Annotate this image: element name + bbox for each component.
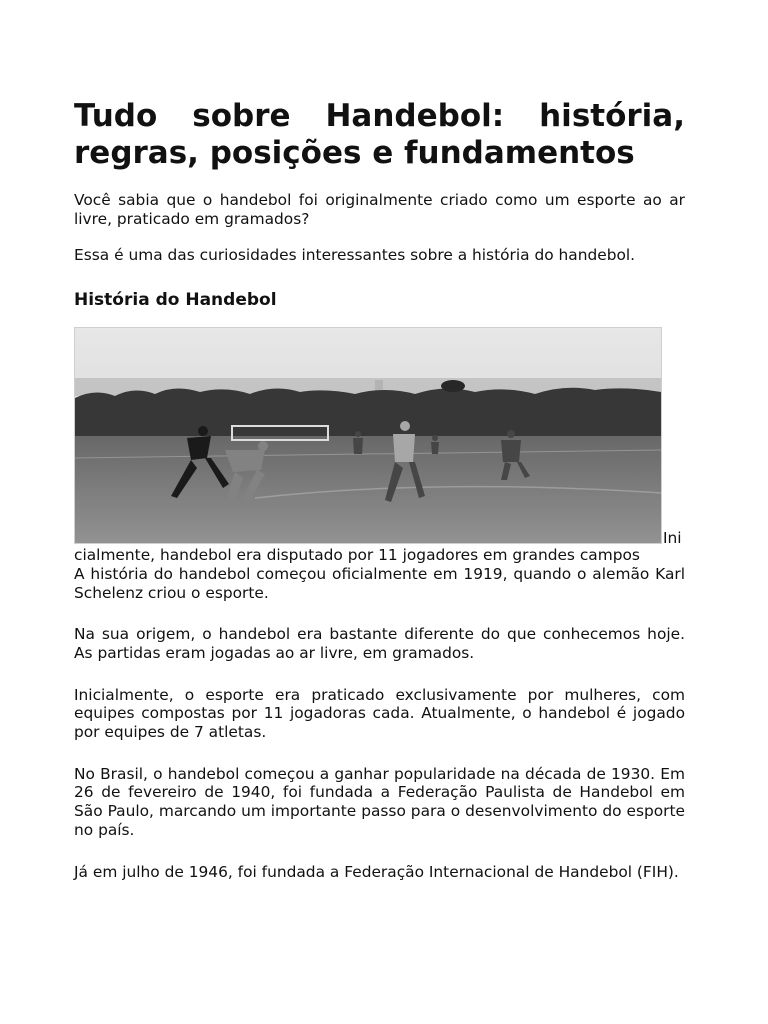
paragraph-brazil: No Brasil, o handebol começou a ganhar popularidade na década de 1930. Em 26 de fevereiro de 1940, foi fundada a Federação Paulista de Handebol em São Paulo, marcando um importante passo para o desenvolvimento do esporte no país. (74, 764, 685, 839)
historic-handball-photo (74, 327, 662, 544)
paragraph-fih: Já em julho de 1946, foi fundada a Federação Internacional de Handebol (FIH). (74, 862, 679, 881)
intro-paragraph-2: Essa é uma das curiosidades interessantes sobre a história do handebol. (74, 246, 636, 265)
image-caption-start: Ini (663, 529, 682, 548)
photo-illustration-icon (75, 328, 661, 543)
page-title: Tudo sobre Handebol: história, regras, posições e fundamentos (74, 98, 685, 171)
image-caption: cialmente, handebol era disputado por 11 jogadores em grandes campos (74, 546, 640, 565)
document-page (74, 98, 685, 881)
paragraph-history-origin: A história do handebol começou oficialmente em 1919, quando o alemão Karl Schelenz criou o esporte. (74, 564, 685, 602)
paragraph-origin-differences: Na sua origem, o handebol era bastante diferente do que conhecemos hoje. As partidas eram jogadas ao ar livre, em gramados. (74, 625, 685, 662)
paragraph-teams: Inicialmente, o esporte era praticado exclusivamente por mulheres, com equipes compostas por 11 jogadoras cada. Atualmente, o handebol é jogado por equipes de 7 atletas. (74, 685, 685, 742)
section-heading: História do Handebol (74, 290, 277, 311)
figure-line (74, 327, 685, 548)
intro-paragraph-1: Você sabia que o handebol foi originalmente criado como um esporte ao ar livre, praticado em gramados? (74, 191, 685, 228)
